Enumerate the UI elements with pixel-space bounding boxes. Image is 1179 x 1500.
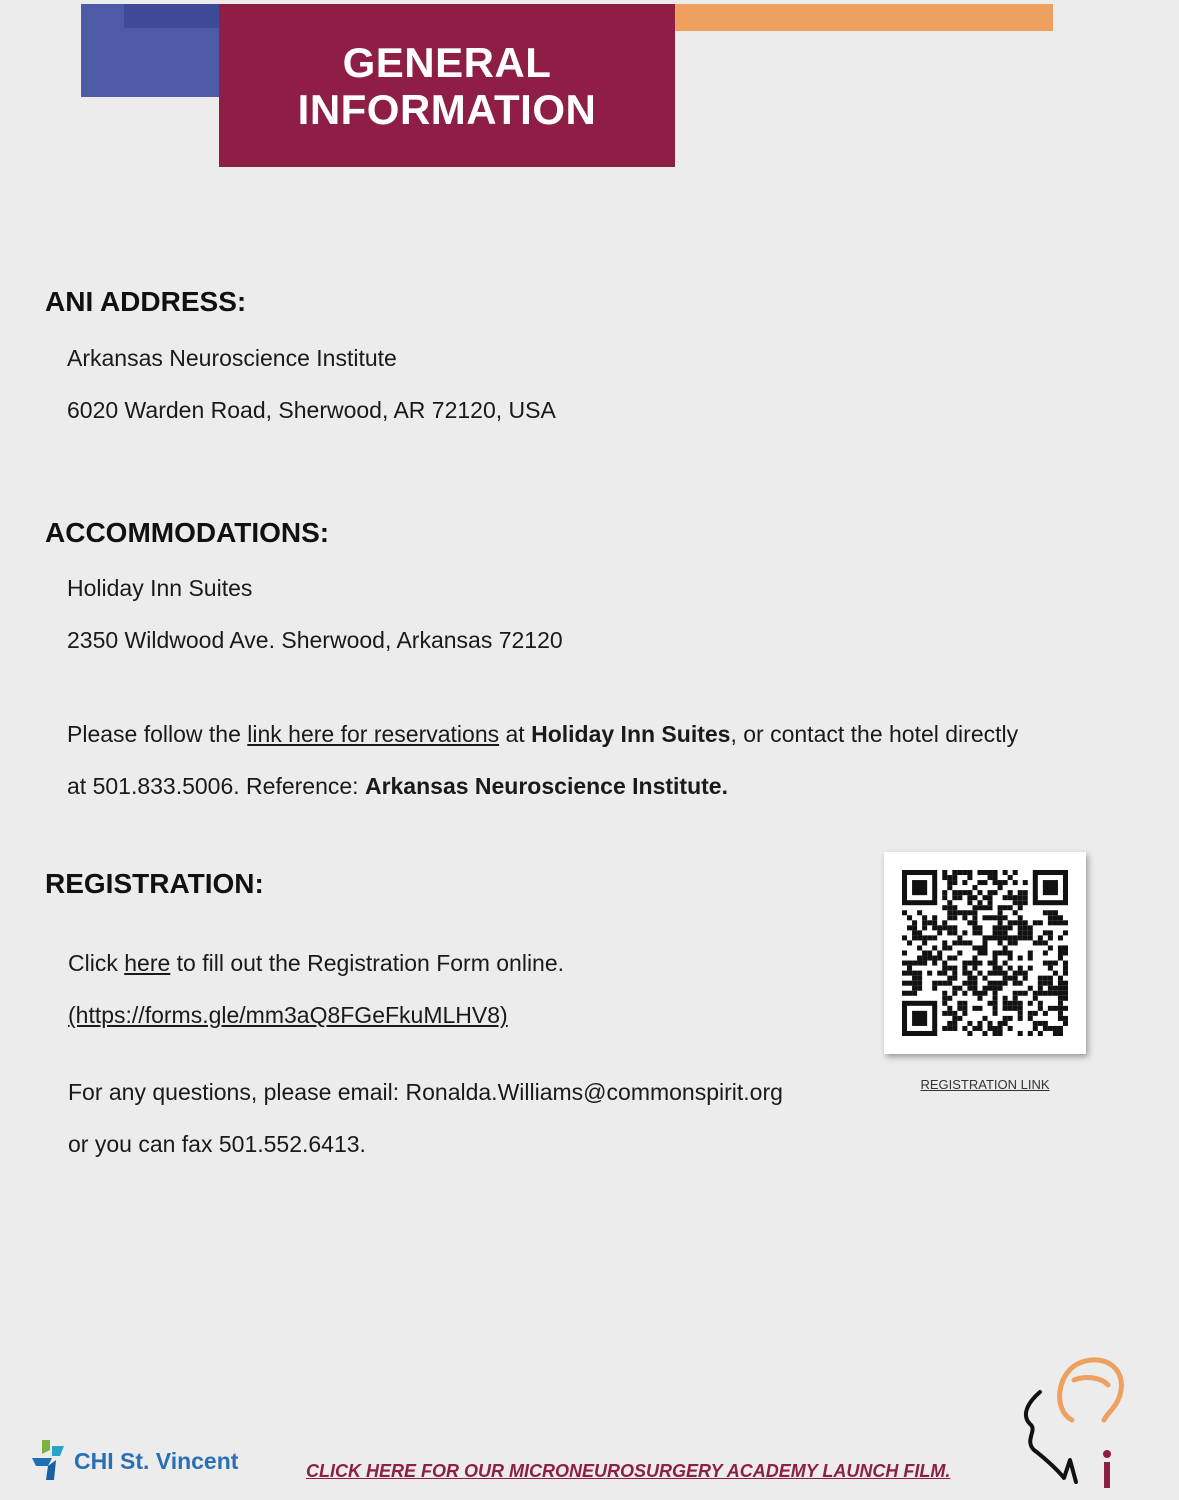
chi-logo-text: CHI St. Vincent	[74, 1448, 239, 1474]
reservation-note-prefix: Please follow the	[67, 721, 248, 747]
contact-email-line: For any questions, please email: Ronalda.Williams@commonspirit.org	[68, 1079, 783, 1105]
reservation-link[interactable]: link here for reservations	[247, 721, 500, 747]
accommodations-heading: ACCOMMODATIONS:	[45, 517, 330, 548]
registration-form-url[interactable]: (https://forms.gle/mm3aQ8FGeFkuMLHV8)	[68, 1002, 508, 1028]
hotel-name: Holiday Inn Suites	[67, 575, 253, 601]
registration-qr-code[interactable]	[884, 852, 1086, 1054]
hotel-address: 2350 Wildwood Ave. Sherwood, Arkansas 72120	[67, 627, 563, 653]
ani-name: Arkansas Neuroscience Institute	[67, 345, 397, 371]
decorative-bar-orange	[673, 4, 1053, 31]
ani-head-icon	[1012, 1350, 1137, 1495]
page-title-line2: INFORMATION	[297, 85, 597, 133]
reservation-note-line1	[67, 721, 1018, 748]
chi-st-vincent-logo	[30, 1436, 260, 1486]
ani-address-heading: ANI ADDRESS:	[45, 286, 247, 317]
ani-street-address: 6020 Warden Road, Sherwood, AR 72120, USA	[67, 397, 556, 423]
registration-link-caption[interactable]: REGISTRATION LINK	[920, 1077, 1050, 1092]
reservation-hotel-name: Holiday Inn Suites	[531, 721, 731, 747]
registration-instruction	[68, 950, 564, 977]
page-title-block	[219, 4, 675, 167]
qr-code-icon	[902, 870, 1068, 1036]
hotel-phone-reference: at 501.833.5006. Reference:	[67, 773, 365, 799]
registration-click-prefix: Click	[68, 950, 125, 976]
reservation-note-line2	[67, 773, 728, 800]
ani-logo	[1012, 1350, 1137, 1500]
registration-here-link[interactable]: here	[124, 950, 171, 976]
reservation-reference-name: Arkansas Neuroscience Institute.	[364, 773, 728, 799]
page-title-line1: GENERAL	[342, 38, 552, 86]
chi-cross-icon	[30, 1436, 76, 1482]
contact-fax-line: or you can fax 501.552.6413.	[68, 1131, 366, 1157]
reservation-note-suffix: , or contact the hotel directly	[730, 721, 1019, 747]
registration-click-suffix: to fill out the Registration Form online.	[170, 950, 565, 976]
decorative-bar-blue-dark	[124, 4, 221, 28]
reservation-note-mid: at	[499, 721, 532, 747]
registration-heading: REGISTRATION:	[45, 868, 264, 899]
launch-film-link[interactable]: CLICK HERE FOR OUR MICRONEUROSURGERY ACADEMY LAUNCH FILM.	[306, 1461, 951, 1481]
